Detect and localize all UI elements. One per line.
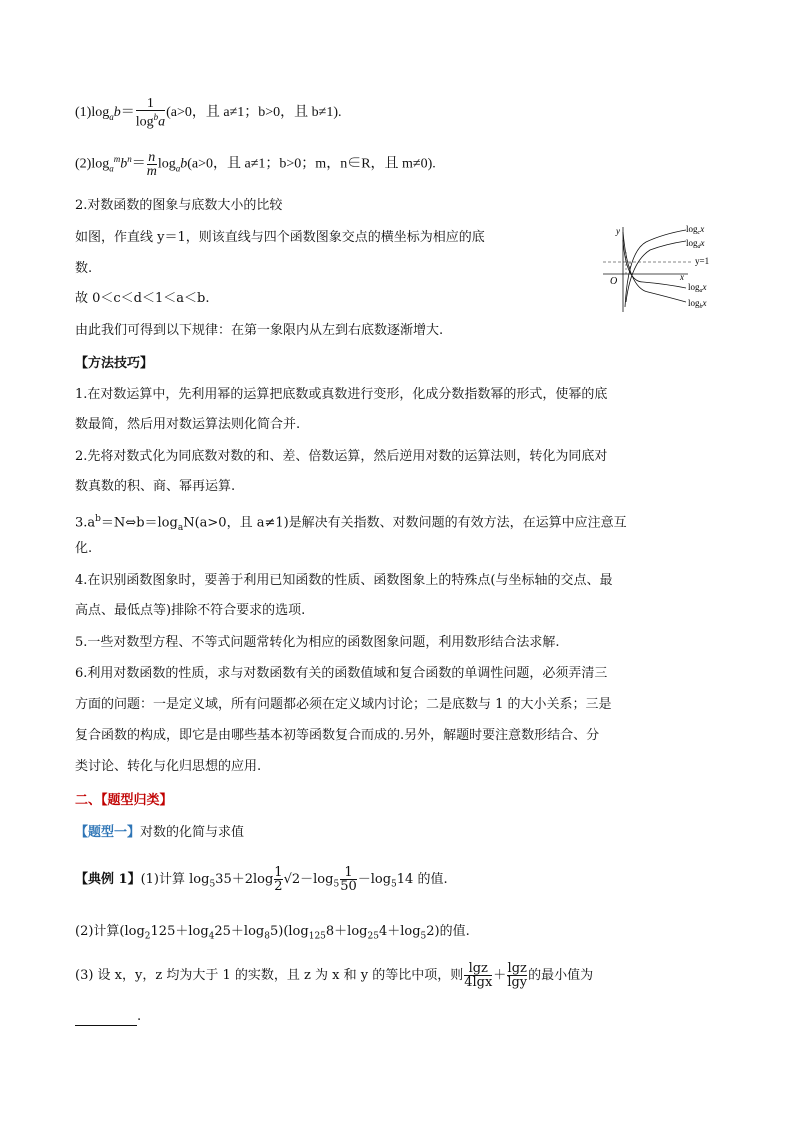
q3-plus: ＋ bbox=[493, 968, 507, 983]
section2-line3: 故 0＜c＜d＜1＜a＜b. bbox=[75, 291, 210, 306]
part2-prefix: 二、 bbox=[75, 793, 102, 808]
m3-mid: ＝N⇔b＝log bbox=[100, 515, 178, 531]
q3-frac2 bbox=[507, 962, 527, 989]
f2-sub: a bbox=[109, 163, 114, 174]
method-1a: 1.在对数运算中，先利用幂的运算把底数或真数进行变形，化成分数指数幂的形式，使幂的底 bbox=[75, 387, 608, 402]
f2-rest: log bbox=[157, 156, 176, 172]
type1-tag: 【题型一】 bbox=[75, 825, 141, 840]
q1-frac2 bbox=[340, 866, 357, 893]
q1-a: 35＋2log bbox=[215, 872, 274, 887]
m3-pre: 3.a bbox=[75, 515, 96, 531]
method-6a: 6.利用对数函数的性质，求与对数函数有关的函数值域和复合函数的单调性问题，必须弄清三 bbox=[75, 666, 608, 681]
curve-log-c bbox=[625, 230, 686, 307]
methods-heading: 【方法技巧】 bbox=[75, 356, 154, 371]
f1-den-var: a bbox=[158, 114, 166, 130]
method-3b: 化. bbox=[75, 541, 93, 556]
q1-pre: (1)计算 log bbox=[140, 872, 210, 887]
part2-heading bbox=[75, 792, 173, 810]
method-6b: 方面的问题：一是定义域，所有问题都必须在定义域内讨论；二是底数与 1 的大小关系；三是 bbox=[75, 697, 612, 712]
q3-frac1-num: lgz bbox=[468, 961, 488, 976]
q2-end: 2)的值. bbox=[426, 924, 470, 939]
q1-minus: －log bbox=[300, 872, 334, 887]
q1-minus2: －log bbox=[357, 872, 392, 887]
q2-s4: 125 bbox=[308, 931, 326, 942]
curve-label-a: $\log_ax$ bbox=[688, 282, 707, 294]
method-6d: 类讨论、转化与化归思想的应用. bbox=[75, 759, 262, 774]
method-4a: 4.在识别函数图象时，要善于利用已知函数的性质、函数图象上的特殊点(与坐标轴的交点、最 bbox=[75, 573, 613, 588]
y1-label: y=1 bbox=[695, 256, 710, 266]
q1-root: √2 bbox=[283, 872, 301, 887]
curve-label-c: $\log_cx$ bbox=[686, 224, 705, 236]
method-2b: 数真数的积、商、幂再运算. bbox=[75, 479, 236, 494]
method-5: 5.一些对数型方程、不等式问题常转化为相应的函数图象问题，利用数形结合法求解. bbox=[75, 635, 560, 650]
example-tag: 【典例 1】 bbox=[75, 872, 141, 887]
q1-frac2-den: 50 bbox=[340, 879, 357, 894]
method-1b: 数最简，然后用对数运算法则化简合并. bbox=[75, 417, 301, 432]
q1-frac2-num: 1 bbox=[344, 865, 353, 880]
m3-post: N(a>0，且 a≠1)是解决有关指数、对数问题的有效方法，在运算中应注意互 bbox=[183, 515, 627, 531]
section2-line1: 如图，作直线 y＝1，则该直线与四个函数图象交点的横坐标为相应的底 bbox=[75, 230, 485, 245]
f1-den-sub: b bbox=[153, 112, 159, 122]
section2-line4: 由此我们可得到以下规律：在第一象限内从左到右底数逐渐增大. bbox=[75, 323, 444, 338]
q3-frac2-num: lgz bbox=[507, 961, 527, 976]
method-2a: 2.先将对数式化为同底数对数的和、差、倍数运算，然后逆用对数的运算法则，转化为同底对 bbox=[75, 449, 608, 464]
f2-base: m bbox=[113, 154, 121, 164]
q3-frac2-den: lgy bbox=[507, 975, 528, 990]
f1-eq: ＝ bbox=[120, 105, 135, 121]
section2-title: 2.对数函数的图象与底数大小的比较 bbox=[75, 198, 283, 213]
f1-prefix: (1)log bbox=[75, 105, 110, 121]
q2-s2: 4 bbox=[208, 931, 215, 942]
m3-sup: b bbox=[95, 514, 101, 524]
q3-frac1-den: 4lgx bbox=[464, 975, 493, 990]
q2-b: 25＋log bbox=[214, 924, 265, 939]
part2-title: 【题型归类】 bbox=[101, 793, 173, 808]
q1-frac1-den: 2 bbox=[274, 879, 283, 894]
m3-sub: a bbox=[177, 522, 184, 533]
y-axis-label: y bbox=[616, 226, 620, 236]
q1-end: 14 的值. bbox=[396, 872, 448, 887]
q1-sub1: 5 bbox=[209, 879, 216, 890]
q2-s1: 2 bbox=[144, 931, 151, 942]
example-q1 bbox=[75, 866, 448, 894]
example-q2 bbox=[75, 923, 470, 946]
method-6c: 复合函数的构成，即它是由哪些基本初等函数复合而成的.另外，解题时要注意数形结合、分 bbox=[75, 728, 600, 743]
type1-title: 对数的化简与求值 bbox=[140, 825, 245, 840]
answer-blank-line bbox=[75, 1008, 141, 1026]
curve-label-b: $\log_bx$ bbox=[688, 298, 707, 310]
f2-rest-var: b bbox=[180, 156, 188, 172]
q2-s3: 8 bbox=[264, 931, 270, 942]
origin-label: O bbox=[610, 276, 618, 287]
f1-den: log bbox=[135, 114, 154, 130]
q2-s5: 25 bbox=[367, 931, 379, 942]
q3-pre: (3) 设 x，y，z 均为大于 1 的实数，且 z 为 x 和 y 的等比中项，则 bbox=[75, 968, 464, 983]
q2-s6: 5 bbox=[420, 931, 427, 942]
q2-d: 8＋log bbox=[325, 924, 368, 939]
example-q3 bbox=[75, 962, 593, 989]
log-graph bbox=[598, 222, 728, 317]
f2-fraction bbox=[147, 151, 157, 178]
f1-sub: a bbox=[109, 111, 114, 122]
method-3a bbox=[75, 510, 627, 537]
q1-frac1-num: 1 bbox=[274, 865, 283, 880]
f2-condition: (a>0，且 a≠1；b>0；m，n∈R，且 m≠0). bbox=[187, 156, 436, 172]
curve-log-a bbox=[623, 240, 686, 288]
method-4b: 高点、最低点等)排除不符合要求的选项. bbox=[75, 603, 306, 618]
f1-num: 1 bbox=[146, 96, 154, 111]
f2-b: b bbox=[120, 156, 128, 172]
f1-condition: (a>0，且 a≠1；b>0，且 b≠1). bbox=[166, 105, 342, 121]
q2-a: 125＋log bbox=[150, 924, 209, 939]
q3-end: 的最小值为 bbox=[528, 968, 594, 983]
f2-eq: ＝ bbox=[131, 156, 146, 172]
f1-fraction bbox=[136, 97, 165, 129]
section2-line2: 数. bbox=[75, 261, 93, 276]
q3-blank-end: . bbox=[137, 1009, 142, 1024]
q2-pre: (2)计算(log bbox=[75, 924, 145, 939]
f2-den: m bbox=[146, 163, 157, 179]
f2-exp: n bbox=[127, 154, 132, 164]
q2-c: 5)(log bbox=[269, 924, 309, 939]
q1-frac1 bbox=[274, 866, 282, 893]
x-axis-label: x bbox=[680, 272, 684, 282]
formula-1 bbox=[75, 97, 342, 129]
q1-sub2: 5 bbox=[333, 879, 340, 890]
q1-sub3: 5 bbox=[391, 879, 397, 890]
f1-var: b bbox=[113, 105, 121, 121]
q3-frac1 bbox=[464, 962, 492, 989]
f2-prefix: (2)log bbox=[75, 156, 110, 172]
formula-2 bbox=[75, 150, 436, 178]
type1-heading bbox=[75, 824, 244, 842]
answer-blank[interactable] bbox=[75, 1011, 137, 1026]
curve-log-d bbox=[626, 241, 686, 302]
q2-e: 4＋log bbox=[378, 924, 421, 939]
curve-label-d: $\log_dx$ bbox=[686, 238, 705, 250]
f2-num: n bbox=[148, 149, 156, 165]
f2-rest-sub: a bbox=[175, 163, 181, 174]
